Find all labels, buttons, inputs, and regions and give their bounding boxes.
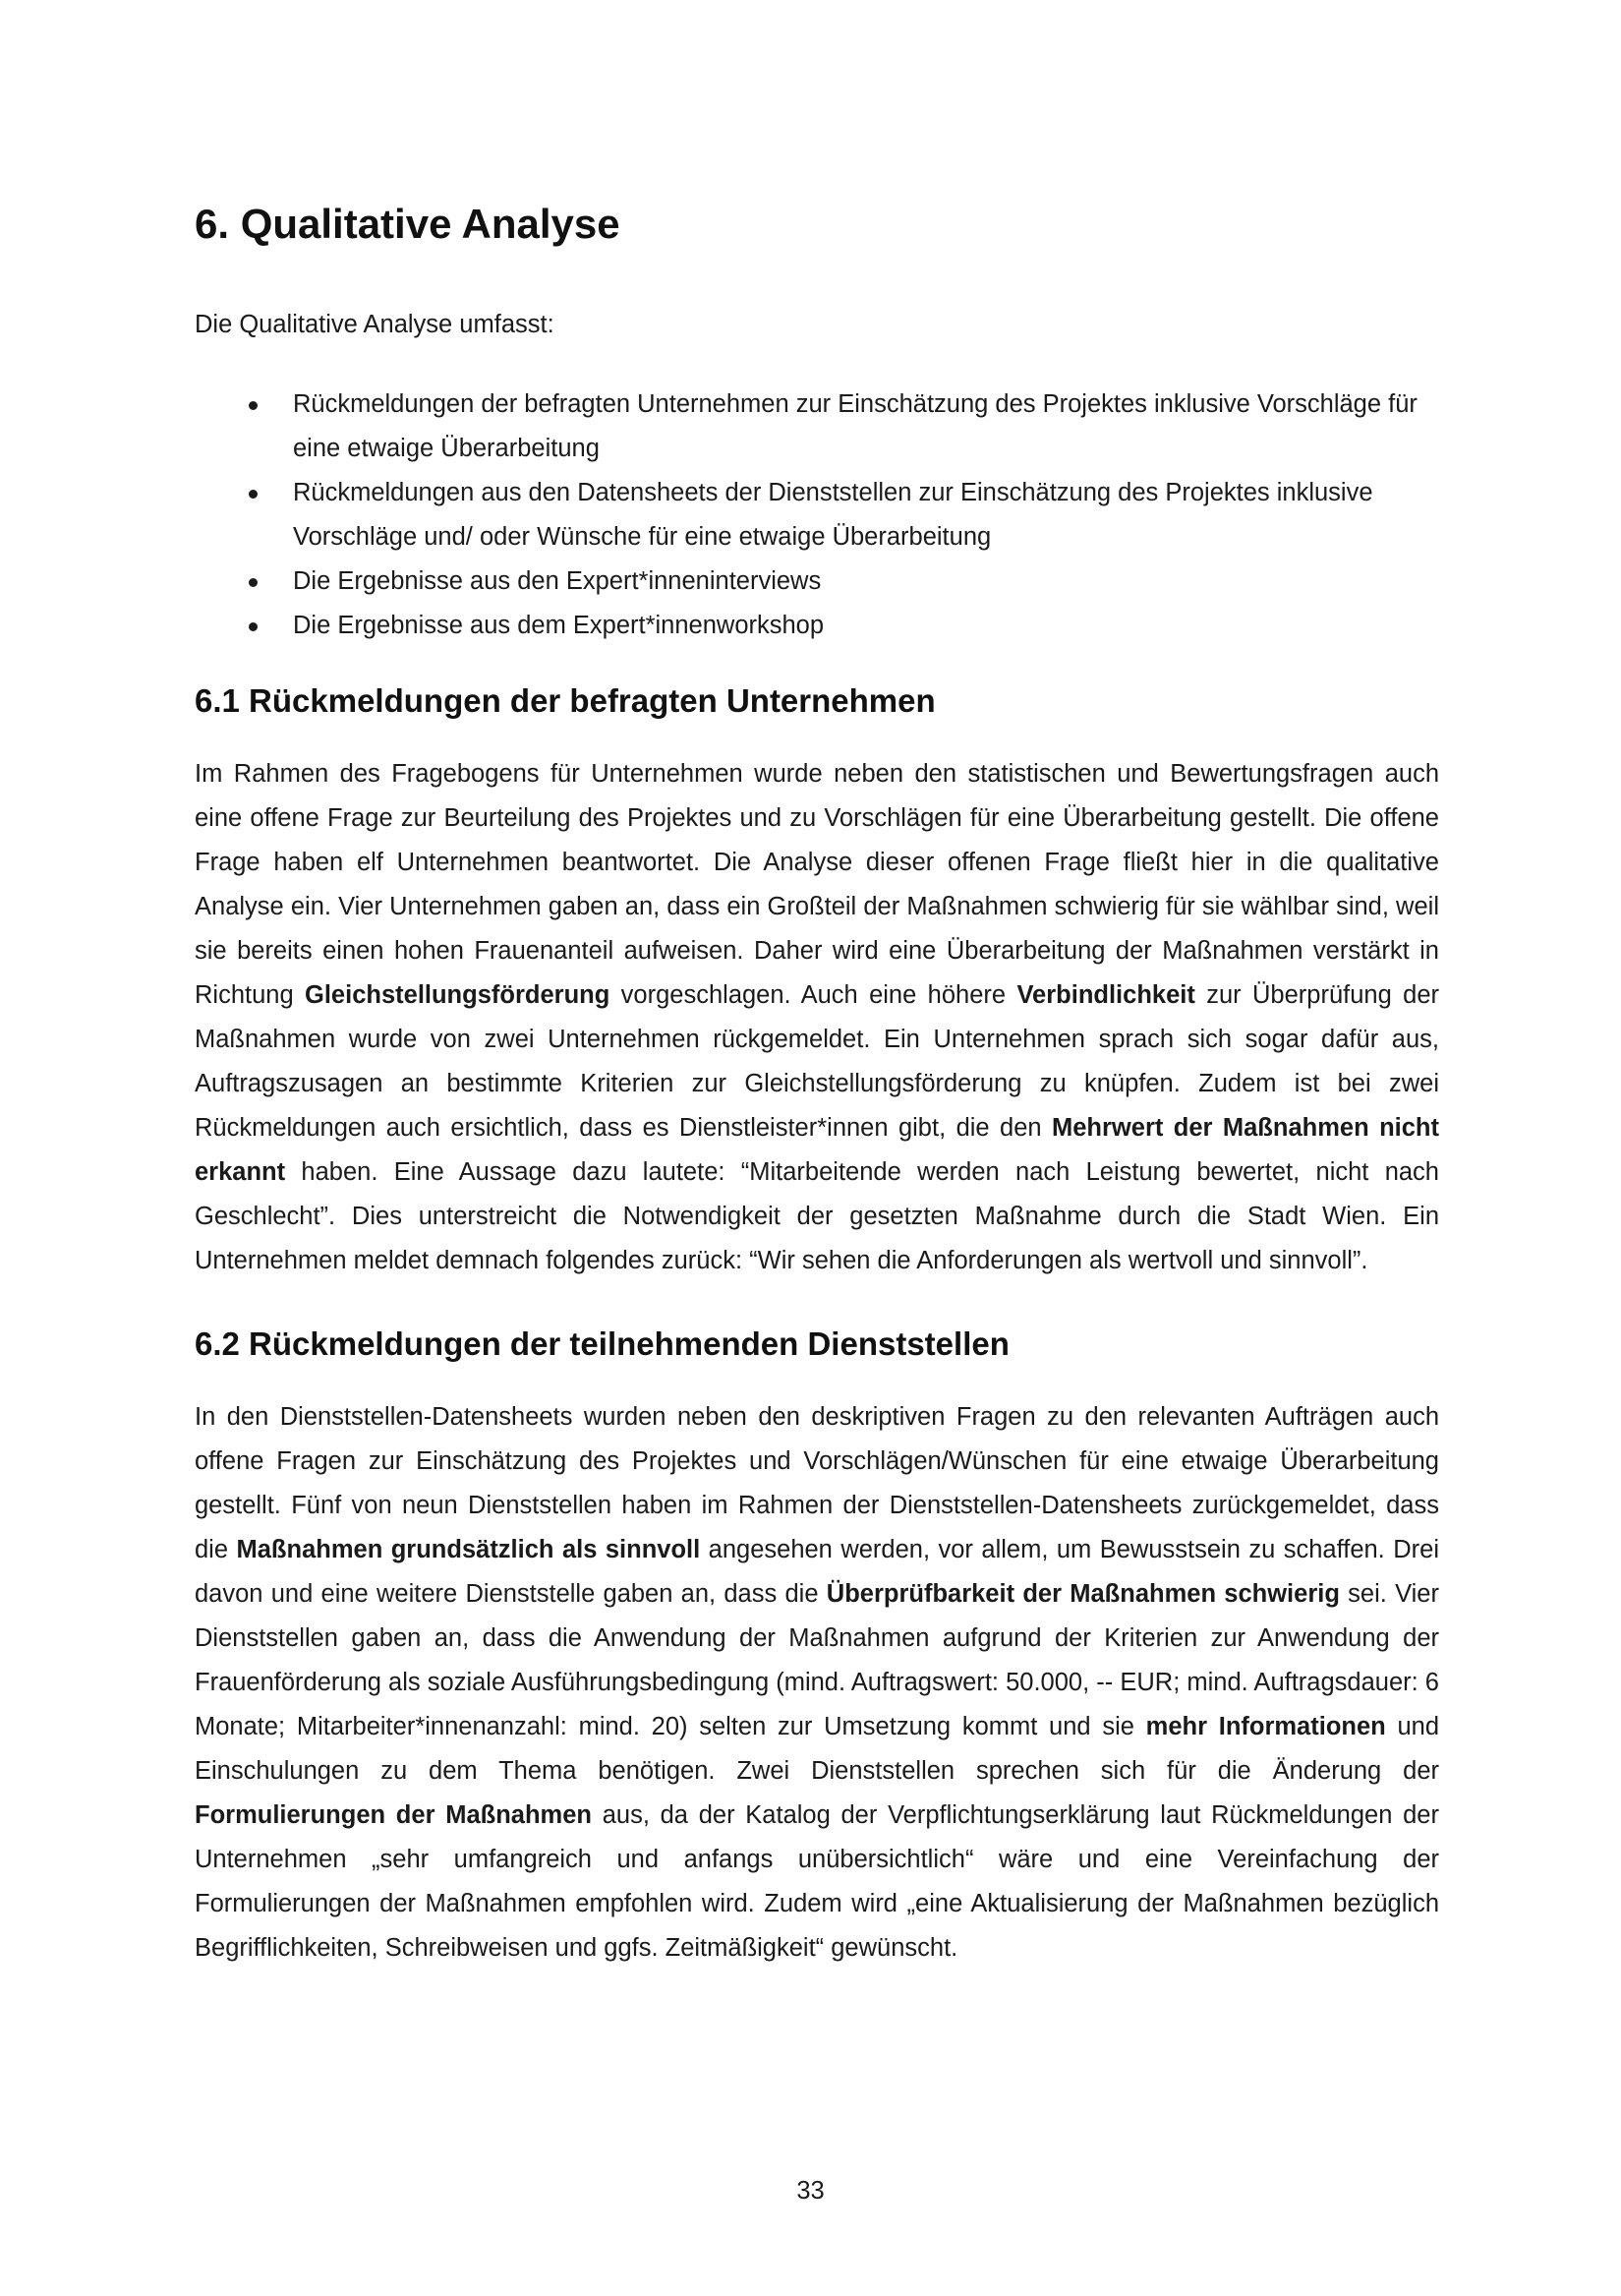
text-run: und Einschulungen zu dem Thema benötigen. Zwei Dienststellen sprechen sich für die Änderung der	[195, 1713, 1440, 1785]
page-number: 33	[796, 2177, 825, 2205]
section-6-1-paragraph	[195, 752, 1439, 1283]
list-item: Rückmeldungen der befragten Unternehmen zur Einschätzung des Projektes inklusive Vorschläge für eine etwaige Überarbeitung	[195, 383, 1439, 471]
text-run: aus, da der Katalog der Verpflichtungserklärung laut Rückmeldungen der Unternehmen „sehr umfangreich und anfangs unübersichtlich“ wäre und eine Vereinfachung der Formulierungen der Maßnahmen empfohlen wird. Zudem wird „eine Aktualisierung der Maßnahmen bezüglich Begrifflichkeiten, Schreibweisen und ggfs. Zeitmäßigkeit“ gewünscht.	[195, 1801, 1439, 1962]
text-run: In den Dienststellen-Datensheets wurden neben den deskriptiven Fragen zu den relevanten Aufträgen auch offene Fragen zur Einschätzung des Projektes und Vorschlägen/Wünschen für eine etwaige Überarbeitung gestellt. Fünf von neun Dienststellen haben im Rahmen der Dienststellen-Datensheets zurückgemeldet, dass die	[195, 1403, 1439, 1563]
analysis-scope-list	[195, 383, 1439, 648]
list-item: Rückmeldungen aus den Datensheets der Dienststellen zur Einschätzung des Projektes inklusive Vorschläge und/ oder Wünsche für eine etwaige Überarbeitung	[195, 471, 1439, 559]
section-6-2-paragraph	[195, 1395, 1439, 1971]
page-content	[195, 197, 1439, 1971]
text-run: vorgeschlagen. Auch eine höhere	[609, 981, 1017, 1009]
chapter-title: 6. Qualitative Analyse	[195, 201, 620, 247]
bold-phrase: Gleichstellungsförderung	[305, 981, 610, 1009]
text-run: zur Überprüfung der Maßnahmen wurde von zwei Unternehmen rückgemeldet. Ein Unternehmen sprach sich sogar dafür aus, Auftragszusagen an bestimmte Kriterien zur Gleichstellungsförderung zu knüpfen. Zudem ist bei zwei Rückmeldungen auch ersichtlich, dass es Dienstleister*innen gibt, die den	[195, 981, 1439, 1142]
text-run: angesehen werden, vor allem, um Bewusstsein zu schaffen. Drei davon und eine weitere Dienststelle gaben an, dass die	[195, 1536, 1439, 1608]
text-run: sei. Vier Dienststellen gaben an, dass die Anwendung der Maßnahmen aufgrund der Kriterien zur Anwendung der Frauenförderung als soziale Ausführungsbedingung (mind. Auftragswert: 50.000, -- EUR; mind. Auftragsdauer: 6 Monate; Mitarbeiter*innenanzahl: mind. 20) selten zur Umsetzung kommt und sie	[195, 1580, 1439, 1740]
bold-phrase: Verbindlichkeit	[1016, 981, 1195, 1009]
section-title-6-2: 6.2 Rückmeldungen der teilnehmenden Dienststellen	[195, 1325, 1010, 1362]
section-title-6-1: 6.1 Rückmeldungen der befragten Unternehmen	[195, 682, 936, 719]
bold-phrase: Formulierungen der Maßnahmen	[195, 1801, 592, 1829]
text-run: haben. Eine Aussage dazu lautete: “Mitarbeitende werden nach Leistung bewertet, nicht nach Geschlecht”. Dies unterstreicht die Notwendigkeit der gesetzten Maßnahme durch die Stadt Wien. Ein Unternehmen meldet demnach folgendes zurück: “Wir sehen die Anforderungen als wertvoll und sinnvoll”.	[195, 1158, 1439, 1274]
text-run: Im Rahmen des Fragebogens für Unternehmen wurde neben den statistischen und Bewertungsfragen auch eine offene Frage zur Beurteilung des Projektes und zu Vorschlägen für eine Überarbeitung gestellt. Die offene Frage haben elf Unternehmen beantwortet. Die Analyse dieser offenen Frage fließt hier in die qualitative Analyse ein. Vier Unternehmen gaben an, dass ein Großteil der Maßnahmen schwierig für sie wählbar sind, weil sie bereits einen hohen Frauenanteil aufweisen. Daher wird eine Überarbeitung der Maßnahmen verstärkt in Richtung	[195, 760, 1439, 1009]
list-item: Die Ergebnisse aus den Expert*inneninterviews	[195, 559, 1439, 604]
bold-phrase: Überprüfbarkeit der Maßnahmen schwierig	[826, 1580, 1340, 1608]
intro-text: Die Qualitative Analyse umfasst:	[195, 311, 554, 338]
list-item: Die Ergebnisse aus dem Expert*innenworkshop	[195, 604, 1439, 648]
bold-phrase: Maßnahmen grundsätzlich als sinnvoll	[236, 1536, 701, 1563]
bold-phrase: Mehrwert der Maßnahmen nicht erkannt	[195, 1114, 1439, 1186]
bold-phrase: mehr Informationen	[1145, 1713, 1386, 1740]
